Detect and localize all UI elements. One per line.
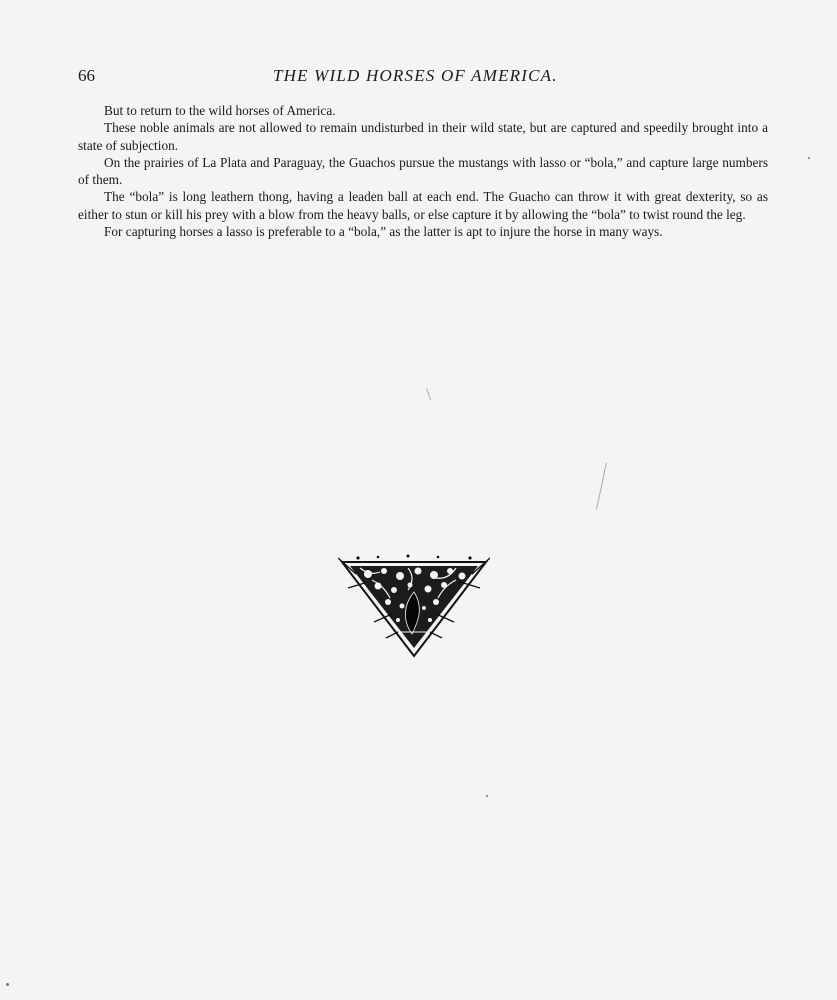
paper-mark bbox=[426, 388, 431, 400]
print-speck bbox=[808, 157, 810, 159]
running-title: THE WILD HORSES OF AMERICA. bbox=[273, 66, 558, 85]
triangular-floral-tailpiece-icon bbox=[338, 552, 490, 660]
paper-mark bbox=[596, 462, 607, 509]
paragraph-lasso: For capturing horses a lasso is preferable to a “bola,” as the latter is apt to injure the horse in many ways. bbox=[104, 224, 663, 240]
paragraph-prairies: On the prairies of La Plata and Paraguay, the Guachos pursue the mustangs with lasso or “bola,” and capture large numbers of them. bbox=[78, 154, 768, 188]
running-head bbox=[78, 66, 768, 90]
body-text bbox=[78, 102, 768, 240]
print-speck bbox=[486, 795, 488, 797]
paragraph-bola: The “bola” is long leathern thong, having a leaden ball at each end. The Guacho can throw it with great dexterity, so as either to stun or kill his prey with a blow from the heavy balls, or else capture it by allowing the “bola” to twist round the leg. bbox=[78, 189, 768, 222]
paragraph-return: But to return to the wild horses of America. bbox=[104, 103, 336, 118]
paragraph-captured: These noble animals are not allowed to remain undisturbed in their wild state, but are captured and speedily brought into a state of subjection. bbox=[78, 120, 768, 153]
print-speck bbox=[6, 983, 9, 986]
page-number: 66 bbox=[78, 66, 95, 85]
